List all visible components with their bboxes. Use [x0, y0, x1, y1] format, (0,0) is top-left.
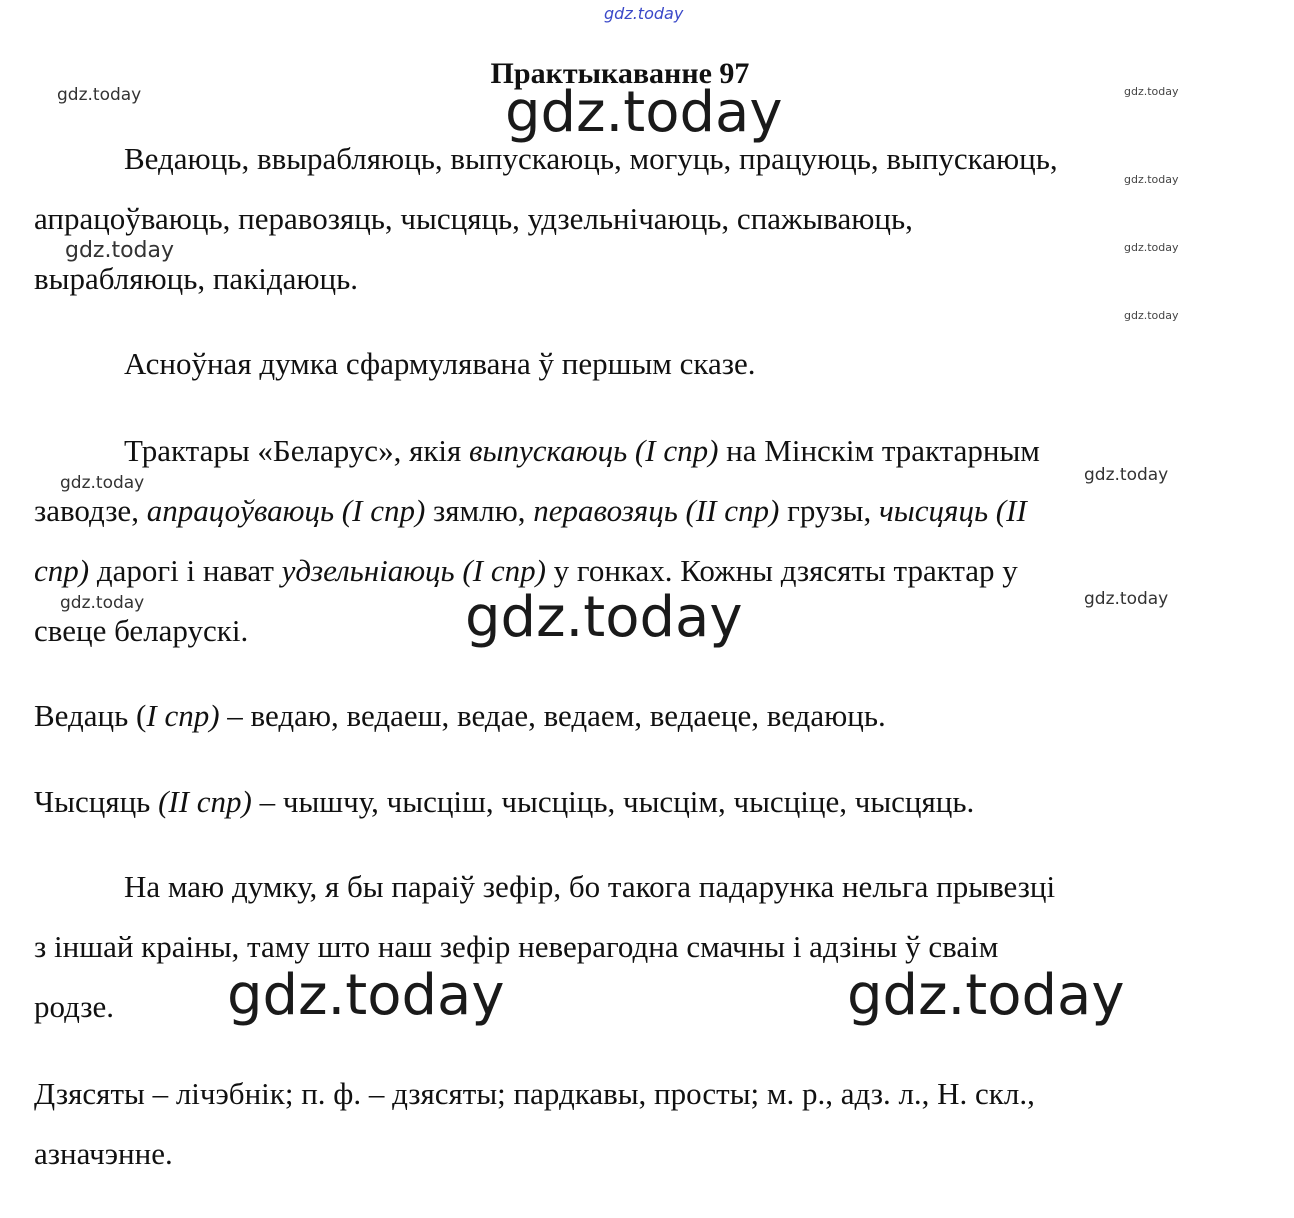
- paragraph-verbs-list: [34, 129, 1194, 309]
- text-line: [34, 481, 1194, 541]
- text-fragment: – ведаю, ведаеш, ведае, ведаем, ведаеце, ведаюць.: [219, 698, 886, 733]
- text-fragment: Трактары «Беларус», якія: [124, 433, 470, 468]
- header-watermark: gdz.today: [604, 4, 684, 23]
- text-line: [34, 541, 1194, 601]
- italic-annotation: (II спр): [158, 784, 252, 819]
- text-line: родзе.: [34, 989, 115, 1024]
- watermark: gdz.today: [505, 80, 783, 145]
- paragraph-conjugation-chyscyac: [34, 772, 1194, 832]
- text-fragment: Ведаць (: [34, 698, 147, 733]
- text-fragment: грузы,: [779, 493, 879, 528]
- text-line: свеце беларускі.: [34, 613, 249, 648]
- text-line: На маю думку, я бы параіў зефір, бо такога падарунка нельга прывезці: [124, 869, 1056, 904]
- text-fragment: заводзе,: [34, 493, 147, 528]
- paragraph-analysis: [34, 1064, 1194, 1184]
- watermark: gdz.today: [65, 238, 175, 263]
- text-line: азначэнне.: [34, 1136, 173, 1171]
- text-line: Асноўная думка сфармулявана ў першым сказе.: [124, 346, 756, 381]
- watermark: gdz.today: [847, 963, 1125, 1028]
- watermark: gdz.today: [1124, 85, 1179, 98]
- watermark: gdz.today: [57, 85, 142, 105]
- watermark: gdz.today: [60, 473, 145, 493]
- watermark: gdz.today: [1084, 589, 1169, 609]
- text-line: [34, 421, 1194, 481]
- text-fragment: – чышчу, чысціш, чысціць, чысцім, чысціце, чысцяць.: [251, 784, 975, 819]
- watermark: gdz.today: [227, 963, 505, 1028]
- italic-annotation: чысцяць (II: [879, 493, 1027, 528]
- watermark: gdz.today: [60, 593, 145, 613]
- text-fragment: зямлю,: [425, 493, 534, 528]
- italic-annotation: удзельніаюць (I спр): [281, 553, 546, 588]
- paragraph-main-idea: [34, 334, 1194, 394]
- italic-annotation: перавозяць (II спр): [533, 493, 780, 528]
- italic-annotation: спр): [34, 553, 90, 588]
- text-fragment: на Мінскім трактарным: [718, 433, 1040, 468]
- watermark: gdz.today: [1124, 173, 1179, 186]
- paragraph-conjugation-vedac: [34, 686, 1194, 746]
- watermark: gdz.today: [1084, 465, 1169, 485]
- watermark: gdz.today: [1124, 241, 1179, 254]
- text-fragment: Чысцяць: [34, 784, 159, 819]
- text-line: з іншай краіны, таму што наш зефір неверагодна смачны і адзіны ў сваім: [34, 929, 999, 964]
- watermark: gdz.today: [465, 585, 743, 650]
- text-fragment: дарогі і нават: [89, 553, 282, 588]
- text-line: [34, 772, 1194, 832]
- page-title: Практыкаванне 97: [490, 57, 750, 90]
- italic-annotation: апрацоўваюць (I спр): [146, 493, 426, 528]
- watermark: gdz.today: [1124, 309, 1179, 322]
- text-line: вырабляюць, пакідаюць.: [34, 261, 359, 296]
- text-line: Ведаюць, ввырабляюць, выпускаюць, могуць, працуюць, выпускаюць,: [124, 141, 1058, 176]
- italic-annotation: I спр): [146, 698, 220, 733]
- paragraph-opinion: [34, 857, 1194, 1037]
- text-line: [34, 686, 1194, 746]
- text-line: Дзясяты – лічэбнік; п. ф. – дзясяты; пардкавы, просты; м. р., адз. л., Н. скл.,: [34, 1076, 1035, 1111]
- text-line: апрацоўваюць, перавозяць, чысцяць, удзельнічаюць, спажываюць,: [34, 201, 913, 236]
- paragraph-tractors: [34, 421, 1194, 661]
- italic-annotation: выпускаюць (I спр): [469, 433, 719, 468]
- text-fragment: у гонках. Кожны дзясяты трактар у: [545, 553, 1018, 588]
